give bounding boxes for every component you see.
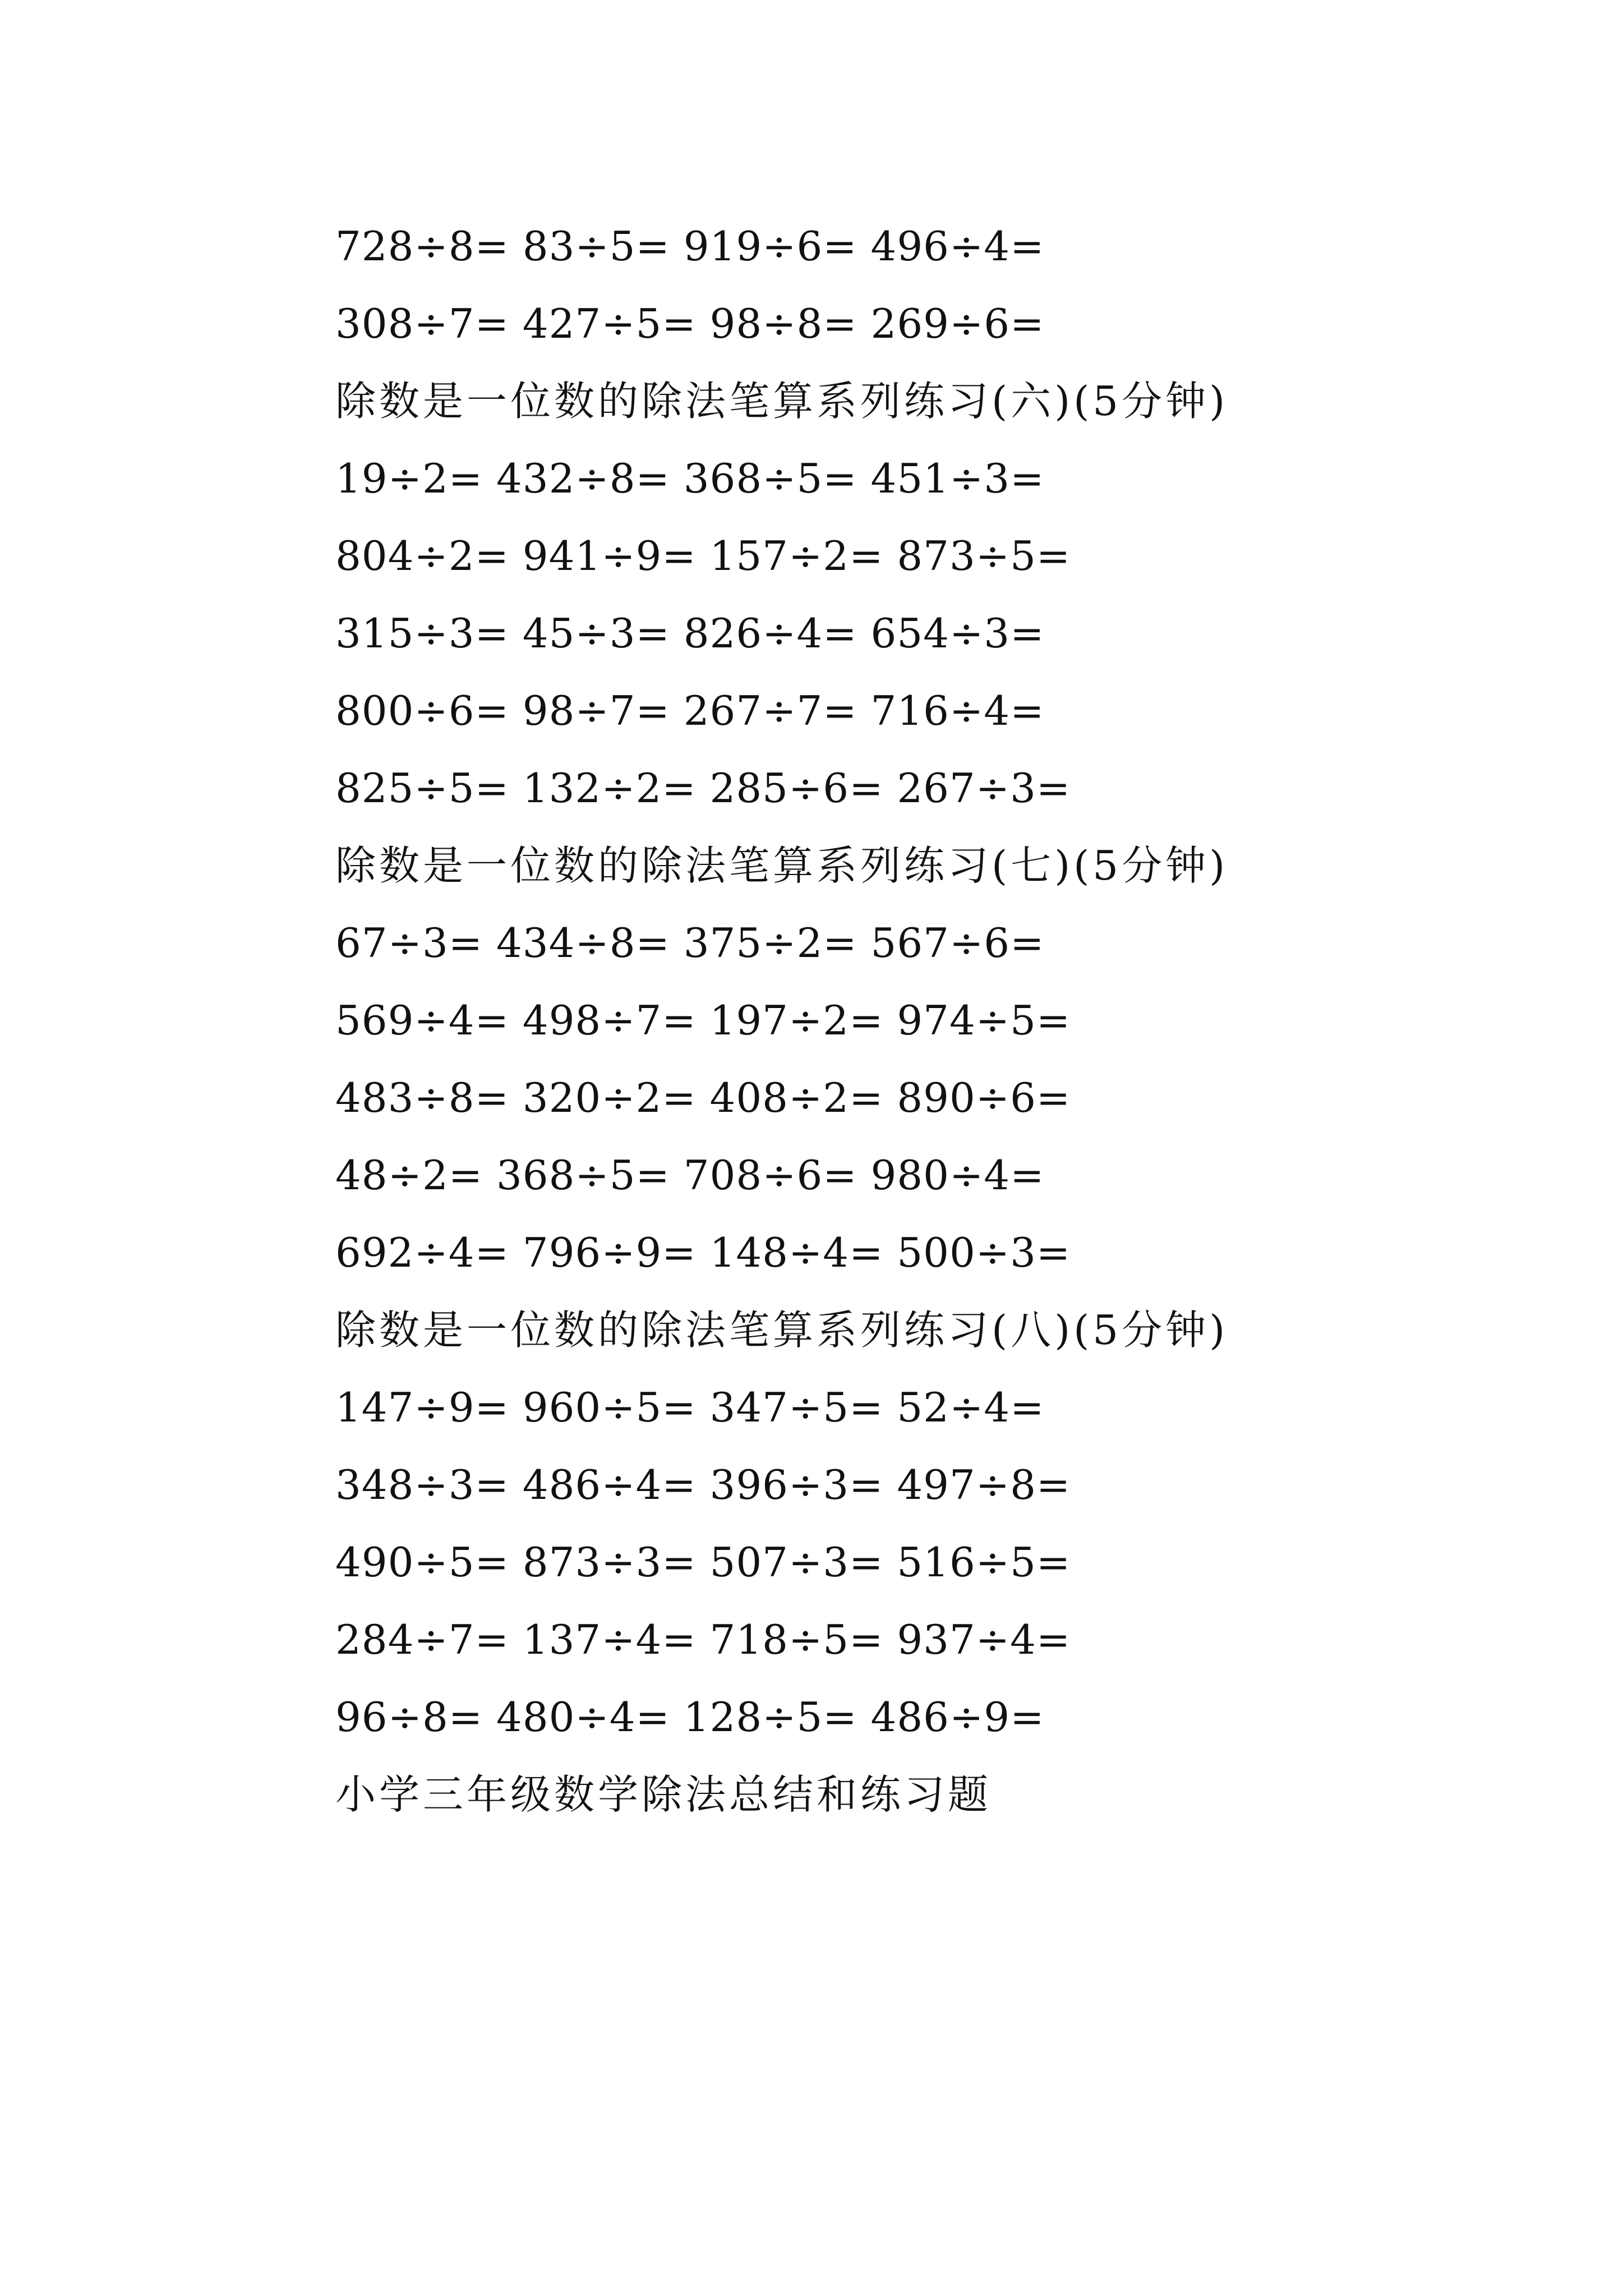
problem-row: 48÷2= 368÷5= 708÷6= 980÷4=: [335, 1152, 1045, 1199]
section-heading: 除数是一位数的除法笔算系列练习(六)(5分钟): [335, 378, 1229, 425]
problem-row: 490÷5= 873÷3= 507÷3= 516÷5=: [335, 1539, 1071, 1586]
problem-row: 96÷8= 480÷4= 128÷5= 486÷9=: [335, 1694, 1045, 1741]
document-body: [335, 208, 1513, 1833]
problem-row: 348÷3= 486÷4= 396÷3= 497÷8=: [335, 1461, 1071, 1508]
problem-row: 483÷8= 320÷2= 408÷2= 890÷6=: [335, 1074, 1071, 1121]
problem-row: 692÷4= 796÷9= 148÷4= 500÷3=: [335, 1229, 1071, 1276]
problem-row: 67÷3= 434÷8= 375÷2= 567÷6=: [335, 919, 1045, 967]
problem-row: 308÷7= 427÷5= 98÷8= 269÷6=: [335, 300, 1045, 347]
problem-row: 284÷7= 137÷4= 718÷5= 937÷4=: [335, 1616, 1071, 1663]
document-title: 小学三年级数学除法总结和练习题: [335, 1771, 992, 1818]
section-heading: 除数是一位数的除法笔算系列练习(七)(5分钟): [335, 842, 1229, 889]
problem-row: 804÷2= 941÷9= 157÷2= 873÷5=: [335, 532, 1071, 579]
problem-row: 800÷6= 98÷7= 267÷7= 716÷4=: [335, 687, 1045, 734]
problem-row: 147÷9= 960÷5= 347÷5= 52÷4=: [335, 1384, 1045, 1431]
section-heading: 除数是一位数的除法笔算系列练习(八)(5分钟): [335, 1306, 1229, 1354]
problem-row: 19÷2= 432÷8= 368÷5= 451÷3=: [335, 455, 1045, 502]
problem-row: 315÷3= 45÷3= 826÷4= 654÷3=: [335, 610, 1045, 657]
problem-row: 569÷4= 498÷7= 197÷2= 974÷5=: [335, 997, 1071, 1044]
problem-row: 728÷8= 83÷5= 919÷6= 496÷4=: [335, 223, 1045, 270]
problem-row: 825÷5= 132÷2= 285÷6= 267÷3=: [335, 765, 1071, 812]
